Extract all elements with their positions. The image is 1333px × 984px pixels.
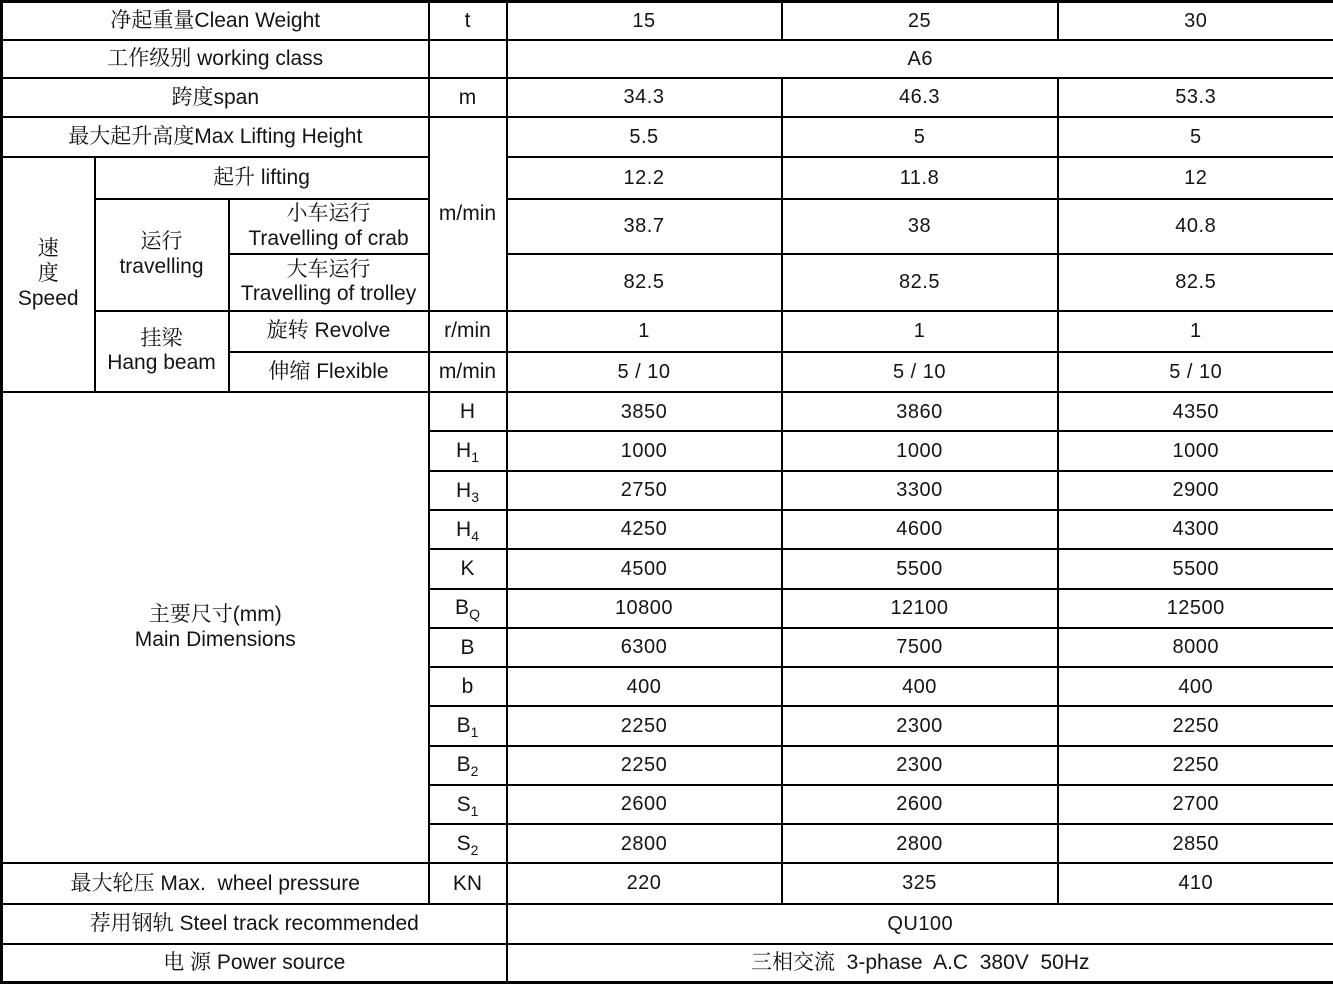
flexible-unit: m/min: [429, 352, 507, 392]
row-lifting: [2, 157, 1333, 199]
trolley-value-2: 82.5: [782, 254, 1058, 310]
dim-sym-base: K: [460, 557, 475, 581]
trolley-label: [229, 254, 429, 310]
dim-value: 2300: [782, 746, 1058, 785]
revolve-label: 旋转 Revolve: [229, 311, 429, 352]
hang-beam-line2: Hang beam: [107, 351, 216, 375]
dim-value: 8000: [1058, 628, 1333, 667]
travelling-group-line1: 运行: [140, 229, 183, 253]
max-lifting-height-label: 最大起升高度Max Lifting Height: [2, 117, 429, 156]
dim-value: 2850: [1058, 824, 1333, 863]
row-max-lifting-height: [2, 117, 1333, 156]
dim-value: 2250: [507, 746, 782, 785]
dim-value: 2800: [507, 824, 782, 863]
working-class-label: 工作级别 working class: [2, 40, 429, 78]
dim-symbol: [429, 746, 507, 785]
dim-value: 3300: [782, 471, 1058, 510]
dim-symbol: [429, 824, 507, 863]
speed-unit-merged: m/min: [429, 117, 507, 310]
revolve-value-2: 1: [782, 311, 1058, 352]
span-value-1: 34.3: [507, 78, 782, 117]
dim-sym-base: S: [456, 831, 471, 855]
dim-symbol: [429, 589, 507, 628]
dim-value: 12100: [782, 589, 1058, 628]
dim-symbol: [429, 706, 507, 745]
trolley-value-3: 82.5: [1058, 254, 1333, 310]
clean-weight-value-2: 25: [782, 2, 1058, 40]
dim-symbol: [429, 667, 507, 706]
dim-value: 5500: [1058, 549, 1333, 588]
dim-symbol: [429, 471, 507, 510]
dim-sym-base: B: [456, 753, 471, 777]
dim-value: 400: [1058, 667, 1333, 706]
dim-symbol: [429, 549, 507, 588]
dim-value: 3850: [507, 392, 782, 431]
dim-value: 5500: [782, 549, 1058, 588]
working-class-unit-cell: [429, 40, 507, 78]
flexible-value-1: 5 / 10: [507, 352, 782, 392]
main-dimensions-line1: 主要尺寸(mm): [148, 603, 282, 627]
dim-sym-base: b: [461, 674, 474, 698]
crab-label: [229, 199, 429, 254]
flexible-value-2: 5 / 10: [782, 352, 1058, 392]
dim-value: 2750: [507, 471, 782, 510]
trolley-label-line2: Travelling of trolley: [240, 282, 417, 306]
speed-group-line3: Speed: [17, 286, 79, 310]
wheel-pressure-label: 最大轮压 Max. wheel pressure: [2, 863, 429, 903]
main-dimensions-group-label: [2, 392, 429, 863]
row-dim-H: [2, 392, 1333, 431]
wheel-pressure-value-3: 410: [1058, 863, 1333, 903]
dim-symbol: [429, 431, 507, 470]
row-power-source: [2, 944, 1333, 983]
speed-group-label: [2, 157, 95, 393]
dim-sym-base: H: [456, 478, 472, 502]
steel-track-label: 荐用钢轨 Steel track recommended: [2, 904, 507, 944]
hang-beam-group-label: [95, 311, 229, 393]
dim-sym-base: B: [456, 714, 471, 738]
travelling-group-label: [95, 199, 229, 311]
span-label: 跨度span: [2, 78, 429, 117]
speed-group-line1: 速: [37, 237, 59, 261]
dim-sym-sub: 3: [471, 488, 479, 505]
row-steel-track: [2, 904, 1333, 944]
dim-value: 1000: [1058, 431, 1333, 470]
clean-weight-unit: t: [429, 2, 507, 40]
row-crab: [2, 199, 1333, 254]
power-source-label: 电 源 Power source: [2, 944, 507, 983]
flexible-label: 伸缩 Flexible: [229, 352, 429, 392]
row-clean-weight: [2, 2, 1333, 40]
dim-symbol: [429, 510, 507, 549]
crab-value-2: 38: [782, 199, 1058, 254]
lifting-value-1: 12.2: [507, 157, 782, 199]
row-revolve: [2, 311, 1333, 352]
lifting-value-2: 11.8: [782, 157, 1058, 199]
dim-value: 2300: [782, 706, 1058, 745]
dim-sym-sub: 2: [470, 842, 479, 859]
crab-value-1: 38.7: [507, 199, 782, 254]
dim-value: 4300: [1058, 510, 1333, 549]
dim-value: 2600: [507, 785, 782, 824]
dim-value: 1000: [507, 431, 782, 470]
working-class-value: A6: [507, 40, 1333, 78]
dim-sym-sub: Q: [469, 606, 480, 623]
dim-value: 2700: [1058, 785, 1333, 824]
span-value-2: 46.3: [782, 78, 1058, 117]
crab-value-3: 40.8: [1058, 199, 1333, 254]
clean-weight-label: 净起重量Clean Weight: [2, 2, 429, 40]
dim-value: 2250: [1058, 746, 1333, 785]
dim-value: 10800: [507, 589, 782, 628]
dim-symbol: [429, 628, 507, 667]
dim-sym-sub: 4: [471, 528, 479, 545]
clean-weight-value-3: 30: [1058, 2, 1333, 40]
dim-sym-base: B: [460, 635, 475, 659]
dim-sym-base: H: [459, 400, 476, 424]
revolve-value-1: 1: [507, 311, 782, 352]
crab-label-line2: Travelling of crab: [248, 226, 409, 250]
dim-value: 1000: [782, 431, 1058, 470]
dim-sym-base: H: [456, 439, 472, 463]
revolve-value-3: 1: [1058, 311, 1333, 352]
dim-value: 7500: [782, 628, 1058, 667]
travelling-group-line2: travelling: [119, 254, 204, 278]
max-lifting-height-value-3: 5: [1058, 117, 1333, 156]
dim-value: 400: [782, 667, 1058, 706]
dim-value: 2900: [1058, 471, 1333, 510]
dim-sym-base: B: [455, 596, 470, 620]
wheel-pressure-unit: KN: [429, 863, 507, 903]
hang-beam-line1: 挂梁: [140, 326, 183, 350]
max-lifting-height-value-1: 5.5: [507, 117, 782, 156]
trolley-label-line1: 大车运行: [286, 257, 371, 281]
lifting-label: 起升 lifting: [95, 157, 429, 199]
row-working-class: [2, 40, 1333, 78]
max-lifting-height-value-2: 5: [782, 117, 1058, 156]
dim-value: 4600: [782, 510, 1058, 549]
dim-sym-sub: 1: [470, 802, 479, 819]
row-wheel-pressure: [2, 863, 1333, 903]
wheel-pressure-value-1: 220: [507, 863, 782, 903]
clean-weight-value-1: 15: [507, 2, 782, 40]
flexible-value-3: 5 / 10: [1058, 352, 1333, 392]
dim-value: 2800: [782, 824, 1058, 863]
revolve-unit: r/min: [429, 311, 507, 352]
dim-sym-sub: 1: [471, 449, 479, 466]
dim-sym-sub: 2: [470, 763, 479, 780]
dim-value: 400: [507, 667, 782, 706]
dim-sym-base: S: [456, 792, 471, 816]
trolley-value-1: 82.5: [507, 254, 782, 310]
dim-value: 4500: [507, 549, 782, 588]
span-value-3: 53.3: [1058, 78, 1333, 117]
main-dimensions-line2: Main Dimensions: [134, 627, 296, 651]
steel-track-value: QU100: [507, 904, 1333, 944]
dim-sym-sub: 1: [470, 724, 479, 741]
crab-label-line1: 小车运行: [286, 201, 371, 225]
row-span: [2, 78, 1333, 117]
power-source-value: 三相交流 3-phase A.C 380V 50Hz: [507, 944, 1333, 983]
dim-value: 4250: [507, 510, 782, 549]
dim-sym-base: H: [456, 517, 472, 541]
dim-value: 6300: [507, 628, 782, 667]
dim-symbol: [429, 392, 507, 431]
dim-value: 12500: [1058, 589, 1333, 628]
dim-symbol: [429, 785, 507, 824]
lifting-value-3: 12: [1058, 157, 1333, 199]
dim-value: 4350: [1058, 392, 1333, 431]
dim-value: 2250: [507, 706, 782, 745]
wheel-pressure-value-2: 325: [782, 863, 1058, 903]
dim-value: 2250: [1058, 706, 1333, 745]
speed-group-line2: 度: [37, 262, 59, 285]
dim-value: 2600: [782, 785, 1058, 824]
dim-value: 3860: [782, 392, 1058, 431]
span-unit: m: [429, 78, 507, 117]
